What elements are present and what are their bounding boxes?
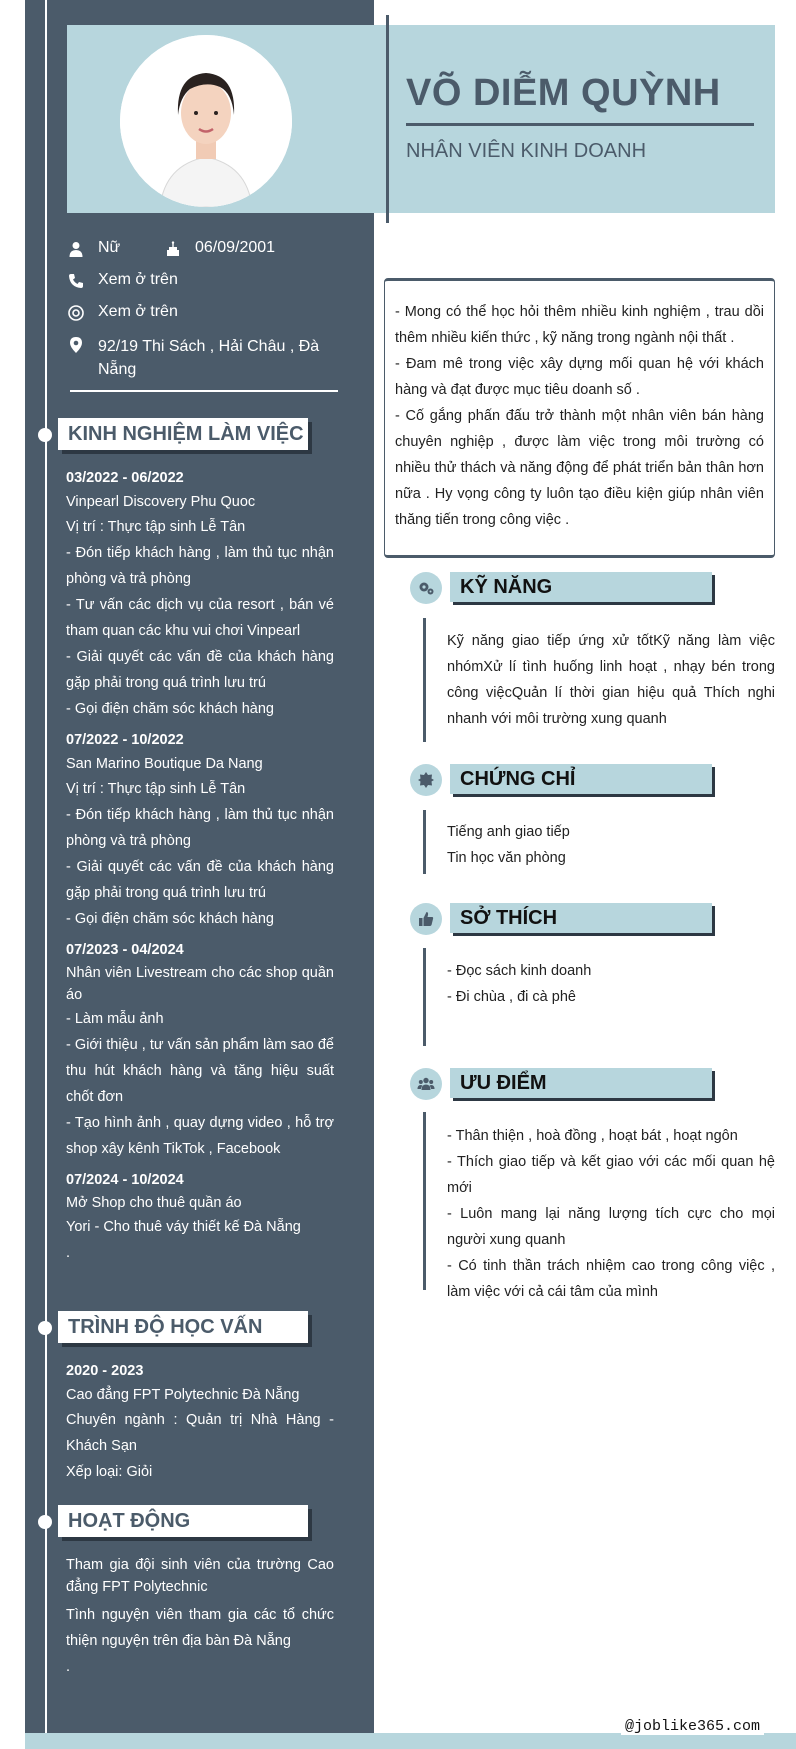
objective-line: - Đam mê trong việc xây dựng mối quan hệ với khách hàng và đạt được mục tiêu doanh số .: [395, 356, 764, 398]
experience-company: San Marino Boutique Da Nang: [66, 756, 263, 772]
candidate-name: VÕ DIỄM QUỲNH: [406, 72, 721, 114]
birthday-value: 06/09/2001: [195, 239, 276, 256]
experience-line: - Giải quyết các vấn đề của khách hàng gặp phải trong quá trình lưu trú: [66, 649, 334, 691]
experience-period: 03/2022 - 06/2022: [66, 470, 184, 486]
experience-list: [66, 466, 334, 1266]
objective-line: - Cố gắng phấn đấu trở thành một nhân viên bán hàng chuyên nghiệp , được làm việc trong môi trường có nhiều thử thách và năng động để phát triển bản thân hơn nữa . Hy vọng công ty luôn tạo điều kiện giúp nhân viên thăng tiến trong công việc .: [395, 408, 764, 528]
experience-line: - Đón tiếp khách hàng , làm thủ tục nhận phòng và trả phòng: [66, 807, 334, 849]
email-row: [66, 303, 178, 323]
location-pin-icon: [66, 335, 86, 355]
person-icon: [66, 239, 86, 259]
skills-text: Kỹ năng giao tiếp ứng xử tốtKỹ năng làm việc nhómXử lí tình huống linh hoạt , nhạy bén trong công việcQuản lí thời gian hiệu quả Thích nghi nhanh với môi trường xung quanh: [447, 633, 775, 727]
experience-line: Yori - Cho thuê váy thiết kế Đà Nẵng: [66, 1219, 301, 1235]
experience-line: Vị trí : Thực tập sinh Lễ Tân: [66, 519, 246, 535]
education-heading: TRÌNH ĐỘ HỌC VẤN: [58, 1311, 308, 1343]
address-row: [66, 335, 336, 381]
group-icon: [410, 1068, 442, 1100]
timeline-dot: [38, 1321, 52, 1335]
phone-icon: [66, 271, 86, 291]
experience-line: - Giới thiệu , tư vấn sản phẩm làm sao để thu hút khách hàng và tăng hiệu suất chốt đơn: [66, 1037, 334, 1105]
phone-row: [66, 271, 178, 291]
strengths-rule: [423, 1112, 426, 1290]
experience-period: 07/2022 - 10/2022: [66, 732, 184, 748]
gender-value: Nữ: [98, 239, 121, 256]
experience-company: Nhân viên Livestream cho các shop quần áo: [66, 965, 334, 1003]
education-major: Chuyên ngành : Quản trị Nhà Hàng - Khách Sạn: [66, 1412, 334, 1454]
experience-period: 07/2024 - 10/2024: [66, 1172, 184, 1188]
experience-company: Mở Shop cho thuê quần áo: [66, 1195, 242, 1211]
certificates-list: [447, 819, 775, 871]
education-block: [66, 1359, 334, 1485]
experience-line: - Giải quyết các vấn đề của khách hàng gặp phải trong quá trình lưu trú: [66, 859, 334, 901]
gears-icon: [410, 572, 442, 604]
badge-icon: [410, 764, 442, 796]
footer-band: [25, 1733, 796, 1749]
address-value: 92/19 Thi Sách , Hải Châu , Đà Nẵng: [98, 338, 320, 378]
education-school: Cao đẳng FPT Polytechnic Đà Nẵng: [66, 1387, 300, 1403]
timeline-dot: [38, 428, 52, 442]
hobbies-heading: SỞ THÍCH: [450, 903, 712, 933]
hobby-item: - Đọc sách kinh doanh: [447, 963, 592, 979]
certificate-item: Tiếng anh giao tiếp: [447, 824, 570, 840]
hobbies-rule: [423, 948, 426, 1046]
experience-line: - Làm mẫu ảnh: [66, 1011, 164, 1027]
experience-line: - Đón tiếp khách hàng , làm thủ tục nhận phòng và trả phòng: [66, 545, 334, 587]
phone-value: Xem ở trên: [98, 271, 178, 288]
certificates-rule: [423, 810, 426, 874]
objective-box: [384, 278, 775, 558]
gender-row: [66, 239, 120, 259]
activity-line: .: [66, 1659, 71, 1675]
education-period: 2020 - 2023: [66, 1363, 144, 1379]
strength-item: - Luôn mang lại năng lượng tích cực cho mọi người xung quanh: [447, 1206, 775, 1248]
education-grade: Xếp loại: Giỏi: [66, 1464, 153, 1480]
experience-line: - Gọi điện chăm sóc khách hàng: [66, 911, 274, 927]
activity-line: Tình nguyện viên tham gia các tổ chức thiện nguyện trên địa bàn Đà Nẵng: [66, 1607, 334, 1649]
certificate-item: Tin học văn phòng: [447, 850, 566, 866]
strength-item: - Thân thiện , hoà đồng , hoạt bát , hoạt ngôn: [447, 1128, 738, 1144]
skills-rule: [423, 618, 426, 742]
birthday-row: [163, 239, 275, 259]
cake-icon: [163, 239, 183, 259]
experience-period: 07/2023 - 04/2024: [66, 942, 184, 958]
experience-company: Vinpearl Discovery Phu Quoc: [66, 494, 256, 510]
contact-separator: [70, 390, 338, 392]
header-divider: [386, 15, 389, 223]
experience-line: - Gọi điện chăm sóc khách hàng: [66, 701, 274, 717]
job-title: NHÂN VIÊN KINH DOANH: [406, 140, 647, 162]
timeline-dot: [38, 1515, 52, 1529]
experience-line: .: [66, 1245, 71, 1261]
name-underline: [406, 123, 754, 126]
strength-item: - Thích giao tiếp và kết giao với các mối quan hệ mới: [447, 1154, 775, 1196]
skills-heading: KỸ NĂNG: [450, 572, 712, 602]
hobbies-list: [447, 958, 775, 1010]
activities-heading: HOẠT ĐỘNG: [58, 1505, 308, 1537]
experience-item: [66, 466, 334, 722]
at-sign-icon: [66, 303, 86, 323]
strengths-heading: ƯU ĐIỂM: [450, 1068, 712, 1098]
activities-block: [66, 1554, 334, 1680]
avatar: [120, 35, 292, 207]
experience-heading: KINH NGHIỆM LÀM VIỆC: [58, 418, 308, 450]
strengths-list: [447, 1123, 775, 1305]
timeline-line: [45, 0, 47, 1733]
activity-line: Tham gia đội sinh viên của trường Cao đẳng FPT Polytechnic: [66, 1557, 334, 1595]
strength-item: - Có tinh thần trách nhiệm cao trong công việc , làm việc với cả cái tâm của mình: [447, 1258, 775, 1300]
experience-item: [66, 938, 334, 1162]
experience-item: [66, 1168, 334, 1266]
experience-line: - Tư vấn các dịch vụ của resort , bán vé tham quan các khu vui chơi Vinpearl: [66, 597, 334, 639]
thumbs-up-icon: [410, 903, 442, 935]
experience-line: - Tạo hình ảnh , quay dựng video , hỗ trợ shop xây kênh TikTok , Facebook: [66, 1115, 334, 1157]
objective-line: - Mong có thể học hỏi thêm nhiều kinh nghiệm , trau dồi thêm nhiều kiến thức , kỹ năng trong ngành nội thất .: [395, 304, 764, 346]
certificates-heading: CHỨNG CHỈ: [450, 764, 712, 794]
watermark-link[interactable]: @joblike365.com: [621, 1718, 764, 1735]
experience-line: Vị trí : Thực tập sinh Lễ Tân: [66, 781, 246, 797]
experience-item: [66, 728, 334, 932]
email-value: Xem ở trên: [98, 303, 178, 320]
hobby-item: - Đi chùa , đi cà phê: [447, 989, 576, 1005]
